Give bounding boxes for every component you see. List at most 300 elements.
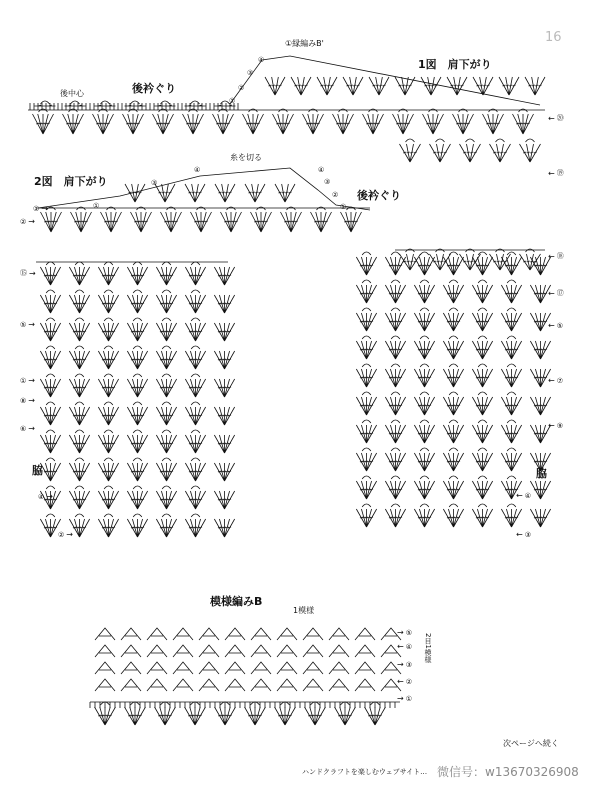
chain-arc <box>317 207 326 210</box>
chain-arc <box>133 262 142 265</box>
fan-stitch <box>333 114 354 134</box>
fan-stitch <box>385 481 405 499</box>
shell-stitch <box>251 645 271 657</box>
fan-stitch <box>98 463 118 481</box>
chain-arc <box>46 402 55 405</box>
shell-stitch <box>95 662 115 674</box>
repeat-label: 2目1模様 <box>424 633 432 663</box>
fan-stitch <box>414 341 434 359</box>
fan-stitch <box>414 285 434 303</box>
fan-stitch <box>530 481 550 499</box>
fan-stitch <box>443 313 463 331</box>
chain-arc <box>191 374 200 377</box>
chain-arc <box>466 139 475 142</box>
chain-arc <box>362 476 371 479</box>
continued-label: 次ページへ続く <box>503 739 559 748</box>
chain-arc <box>104 486 113 489</box>
fan-stitch <box>156 407 176 425</box>
chain-arc <box>104 402 113 405</box>
fan-stitch <box>385 341 405 359</box>
fig1-shoulder-row: ④ <box>258 56 265 64</box>
chain-arc <box>362 308 371 311</box>
fig2-shoulder-row: ③ <box>151 179 158 187</box>
fan-stitch <box>414 369 434 387</box>
chain-arc <box>46 514 55 517</box>
chain-arc <box>46 290 55 293</box>
fan-stitch <box>214 295 234 313</box>
fig2-row-label: ④ → <box>38 492 53 501</box>
fan-stitch <box>291 77 311 95</box>
fan-stitch <box>365 707 386 725</box>
fan-stitch <box>499 77 519 95</box>
chain-arc <box>162 402 171 405</box>
figure1-neckline-label: 後衿ぐり <box>132 82 176 95</box>
fan-stitch <box>40 295 60 313</box>
fan-stitch <box>245 707 266 725</box>
fig1-row-label: ← ⑲ <box>548 168 564 178</box>
fan-stitch <box>443 453 463 471</box>
fan-stitch <box>501 341 521 359</box>
shell-stitch <box>251 628 271 640</box>
chain-arc <box>391 280 400 283</box>
chain-arc <box>391 448 400 451</box>
fan-stitch <box>341 212 362 232</box>
fan-stitch <box>443 397 463 415</box>
fig2-row-label: ② → <box>20 217 35 226</box>
chain-arc <box>133 346 142 349</box>
chain-arc <box>191 514 200 517</box>
website-text: ハンドクラフトを楽しむウェブサイト… <box>302 768 428 776</box>
chain-arc <box>75 514 84 517</box>
center-back-label: 後中心 <box>60 89 84 98</box>
chain-arc <box>309 109 318 112</box>
fan-stitch <box>335 707 356 725</box>
chain-arc <box>391 392 400 395</box>
shell-stitch <box>147 679 167 691</box>
shell-stitch <box>147 662 167 674</box>
shell-stitch <box>173 628 193 640</box>
shell-stitch <box>355 645 375 657</box>
chain-arc <box>104 514 113 517</box>
fig1-row-label: ← ⑰ <box>548 288 564 298</box>
chain-arc <box>391 504 400 507</box>
fan-stitch <box>317 77 337 95</box>
fan-stitch <box>214 435 234 453</box>
chain-arc <box>420 420 429 423</box>
chain-arc <box>362 364 371 367</box>
fan-stitch <box>343 77 363 95</box>
chain-arc <box>162 290 171 293</box>
fan-stitch <box>69 379 89 397</box>
fig2-row-label: ⑤ → <box>20 320 35 329</box>
fig2-row-label: ① → <box>33 204 48 213</box>
fan-stitch <box>156 379 176 397</box>
fig2-shoulder-row: ④ <box>318 166 325 174</box>
shell-stitch <box>199 679 219 691</box>
chain-arc <box>191 402 200 405</box>
fig1-row-label: ← ③ <box>516 530 531 539</box>
fan-stitch <box>98 267 118 285</box>
watermark: 微信号：w13670326908 <box>437 765 579 779</box>
fan-stitch <box>356 285 376 303</box>
chain-arc <box>191 318 200 321</box>
fan-stitch <box>125 707 146 725</box>
fan-stitch <box>275 184 295 202</box>
fan-stitch <box>520 254 541 270</box>
chain-arc <box>449 364 458 367</box>
chain-arc <box>478 504 487 507</box>
shell-stitch <box>251 662 271 674</box>
chain-arc <box>406 139 415 142</box>
shell-stitch <box>225 662 245 674</box>
fan-stitch <box>153 114 174 134</box>
fan-stitch <box>385 285 405 303</box>
shell-stitch <box>303 679 323 691</box>
fig2-row-label: ⑥ → <box>20 424 35 433</box>
fan-stitch <box>356 481 376 499</box>
fig2-row-label: ② → <box>58 530 73 539</box>
cut-yarn-label: 糸を切る <box>230 153 262 162</box>
fan-stitch <box>40 379 60 397</box>
fan-stitch <box>525 77 545 95</box>
fan-stitch <box>127 407 147 425</box>
chain-arc <box>391 252 400 255</box>
fan-stitch <box>356 369 376 387</box>
chain-arc <box>167 207 176 210</box>
fan-stitch <box>185 707 206 725</box>
shell-stitch <box>225 679 245 691</box>
chain-arc <box>459 109 468 112</box>
chain-arc <box>362 448 371 451</box>
chain-arc <box>227 207 236 210</box>
fan-stitch <box>385 369 405 387</box>
fan-stitch <box>127 435 147 453</box>
chain-arc <box>420 280 429 283</box>
chain-arc <box>279 109 288 112</box>
shell-stitch <box>329 679 349 691</box>
shell-stitch <box>147 628 167 640</box>
fan-stitch <box>251 212 272 232</box>
chain-arc <box>75 290 84 293</box>
chain-arc <box>449 336 458 339</box>
chain-arc <box>133 514 142 517</box>
fan-stitch <box>69 407 89 425</box>
fan-stitch <box>423 114 444 134</box>
fan-stitch <box>303 114 324 134</box>
fan-stitch <box>191 212 212 232</box>
chain-arc <box>75 430 84 433</box>
fan-stitch <box>40 267 60 285</box>
fan-stitch <box>472 397 492 415</box>
fan-stitch <box>156 295 176 313</box>
pattern-b-chart <box>90 628 401 725</box>
patb-row-label: ← ② <box>397 677 412 686</box>
fan-stitch <box>185 407 205 425</box>
chain-arc <box>507 308 516 311</box>
fan-stitch <box>472 257 492 275</box>
fan-stitch <box>40 351 60 369</box>
shell-stitch <box>173 645 193 657</box>
one-motif-label: 1模様 <box>293 606 315 615</box>
fan-stitch <box>501 453 521 471</box>
shell-stitch <box>355 679 375 691</box>
fan-stitch <box>156 351 176 369</box>
fan-stitch <box>530 509 550 527</box>
fan-stitch <box>185 351 205 369</box>
fan-stitch <box>414 313 434 331</box>
fan-stitch <box>185 295 205 313</box>
chain-arc <box>526 139 535 142</box>
fan-stitch <box>393 114 414 134</box>
fan-stitch <box>69 351 89 369</box>
chain-arc <box>391 420 400 423</box>
fan-stitch <box>156 519 176 537</box>
fan-stitch <box>156 323 176 341</box>
chain-arc <box>436 249 445 252</box>
chain-arc <box>191 346 200 349</box>
chain-arc <box>133 374 142 377</box>
chain-arc <box>75 458 84 461</box>
chain-arc <box>478 364 487 367</box>
chain-arc <box>75 318 84 321</box>
fan-stitch <box>98 295 118 313</box>
chain-arc <box>75 262 84 265</box>
fig1-row-label: ← ⑱ <box>548 251 564 261</box>
chain-arc <box>449 392 458 395</box>
fan-stitch <box>93 114 114 134</box>
chain-arc <box>133 458 142 461</box>
fan-stitch <box>245 184 265 202</box>
chain-arc <box>362 336 371 339</box>
chain-arc <box>526 249 535 252</box>
fan-stitch <box>41 212 62 232</box>
fan-stitch <box>414 509 434 527</box>
chain-arc <box>162 374 171 377</box>
figure2-side-label: 脇 <box>32 464 43 477</box>
fan-stitch <box>385 509 405 527</box>
chain-arc <box>420 448 429 451</box>
chain-arc <box>46 430 55 433</box>
chain-arc <box>362 420 371 423</box>
fan-stitch <box>281 212 302 232</box>
figure1-side-label: 脇 <box>536 467 547 480</box>
shell-stitch <box>277 628 297 640</box>
chain-arc <box>162 262 171 265</box>
fan-stitch <box>385 257 405 275</box>
fan-stitch <box>369 77 389 95</box>
fig2-shoulder-row: ② <box>332 191 339 199</box>
chain-arc <box>191 262 200 265</box>
fan-stitch <box>98 379 118 397</box>
chain-arc <box>104 346 113 349</box>
fan-stitch <box>501 425 521 443</box>
edging-b-label: ①縁編みB' <box>285 39 324 48</box>
chain-arc <box>75 374 84 377</box>
chain-arc <box>478 476 487 479</box>
shell-stitch <box>225 645 245 657</box>
fan-stitch <box>155 707 176 725</box>
fan-stitch <box>472 285 492 303</box>
fan-stitch <box>443 481 463 499</box>
fan-stitch <box>161 212 182 232</box>
fan-stitch <box>414 397 434 415</box>
fig1-row-label: ← ⑳ <box>548 113 564 123</box>
fan-stitch <box>443 285 463 303</box>
fan-stitch <box>98 435 118 453</box>
fan-stitch <box>69 435 89 453</box>
fan-stitch <box>221 212 242 232</box>
chain-arc <box>133 430 142 433</box>
shell-stitch <box>95 679 115 691</box>
chain-arc <box>257 207 266 210</box>
fan-stitch <box>400 144 421 162</box>
chain-arc <box>191 486 200 489</box>
fan-stitch <box>69 323 89 341</box>
fig2-shoulder-row: ① <box>340 203 347 211</box>
fan-stitch <box>214 519 234 537</box>
chain-arc <box>478 280 487 283</box>
patb-row-label: → ⑤ <box>397 628 412 637</box>
fan-stitch <box>460 144 481 162</box>
fan-stitch <box>311 212 332 232</box>
chain-arc <box>162 458 171 461</box>
shell-stitch <box>277 662 297 674</box>
chain-arc <box>507 364 516 367</box>
fan-stitch <box>385 397 405 415</box>
figure2-title: 2図 肩下がり <box>34 175 108 188</box>
patb-row-label: ← ④ <box>397 642 412 651</box>
chain-arc <box>46 346 55 349</box>
shell-stitch <box>251 679 271 691</box>
fan-stitch <box>530 341 550 359</box>
chain-arc <box>420 504 429 507</box>
fan-stitch <box>356 425 376 443</box>
fan-stitch <box>127 323 147 341</box>
fan-stitch <box>501 369 521 387</box>
fan-stitch <box>414 425 434 443</box>
chain-arc <box>478 252 487 255</box>
fig1-shoulder-row: ③ <box>247 69 254 77</box>
chain-arc <box>507 476 516 479</box>
fan-stitch <box>421 77 441 95</box>
shell-stitch <box>121 679 141 691</box>
chain-arc <box>449 448 458 451</box>
chain-arc <box>420 336 429 339</box>
fan-stitch <box>71 212 92 232</box>
chain-arc <box>449 420 458 423</box>
chain-arc <box>420 364 429 367</box>
fan-stitch <box>98 351 118 369</box>
fan-stitch <box>214 379 234 397</box>
fan-stitch <box>214 267 234 285</box>
fan-stitch <box>356 313 376 331</box>
chain-arc <box>133 486 142 489</box>
fan-stitch <box>98 519 118 537</box>
chain-arc <box>77 207 86 210</box>
chain-arc <box>191 290 200 293</box>
fan-stitch <box>95 707 116 725</box>
fan-stitch <box>483 114 504 134</box>
fan-stitch <box>127 295 147 313</box>
chain-arc <box>466 249 475 252</box>
shell-stitch <box>329 628 349 640</box>
fan-stitch <box>430 144 451 162</box>
fan-stitch <box>156 435 176 453</box>
chain-arc <box>507 252 516 255</box>
fig2-row-label: ⑧ → <box>20 396 35 405</box>
fan-stitch <box>185 267 205 285</box>
chain-arc <box>496 249 505 252</box>
fan-stitch <box>33 114 54 134</box>
chain-arc <box>391 336 400 339</box>
fan-stitch <box>185 463 205 481</box>
fan-stitch <box>185 379 205 397</box>
fan-stitch <box>265 77 285 95</box>
shell-stitch <box>199 662 219 674</box>
chain-arc <box>391 476 400 479</box>
page-number: 16 <box>545 30 562 45</box>
chain-arc <box>197 207 206 210</box>
chain-arc <box>362 504 371 507</box>
fan-stitch <box>472 453 492 471</box>
shell-stitch <box>199 628 219 640</box>
fan-stitch <box>156 463 176 481</box>
chain-arc <box>507 448 516 451</box>
pattern-b-title: 模様編みB <box>210 595 263 608</box>
chain-arc <box>391 364 400 367</box>
chain-arc <box>46 262 55 265</box>
fig2-row-label: ① → <box>20 376 35 385</box>
chain-arc <box>75 346 84 349</box>
chain-arc <box>107 207 116 210</box>
fan-stitch <box>215 707 236 725</box>
chain-arc <box>104 318 113 321</box>
fan-stitch <box>185 184 205 202</box>
fan-stitch <box>443 369 463 387</box>
fan-stitch <box>275 707 296 725</box>
chain-arc <box>478 336 487 339</box>
fan-stitch <box>40 407 60 425</box>
patb-row-label: → ③ <box>397 660 412 669</box>
chain-arc <box>133 318 142 321</box>
fan-stitch <box>472 481 492 499</box>
fan-stitch <box>430 254 451 270</box>
fan-stitch <box>453 114 474 134</box>
chain-arc <box>478 392 487 395</box>
chain-arc <box>507 504 516 507</box>
chain-arc <box>249 109 258 112</box>
chain-arc <box>429 109 438 112</box>
shell-stitch <box>95 628 115 640</box>
chain-arc <box>369 109 378 112</box>
chain-arc <box>391 308 400 311</box>
chain-arc <box>46 318 55 321</box>
fan-stitch <box>69 463 89 481</box>
fan-stitch <box>356 257 376 275</box>
chain-arc <box>478 420 487 423</box>
fan-stitch <box>127 519 147 537</box>
shell-stitch <box>147 645 167 657</box>
figure1-title: 1図 肩下がり <box>418 58 492 71</box>
fig2-shoulder-row: ④ <box>194 166 201 174</box>
figure2-chart <box>36 168 370 537</box>
fan-stitch <box>131 212 152 232</box>
chain-arc <box>420 476 429 479</box>
fan-stitch <box>183 114 204 134</box>
chain-arc <box>519 109 528 112</box>
fan-stitch <box>98 323 118 341</box>
fan-stitch <box>214 491 234 509</box>
